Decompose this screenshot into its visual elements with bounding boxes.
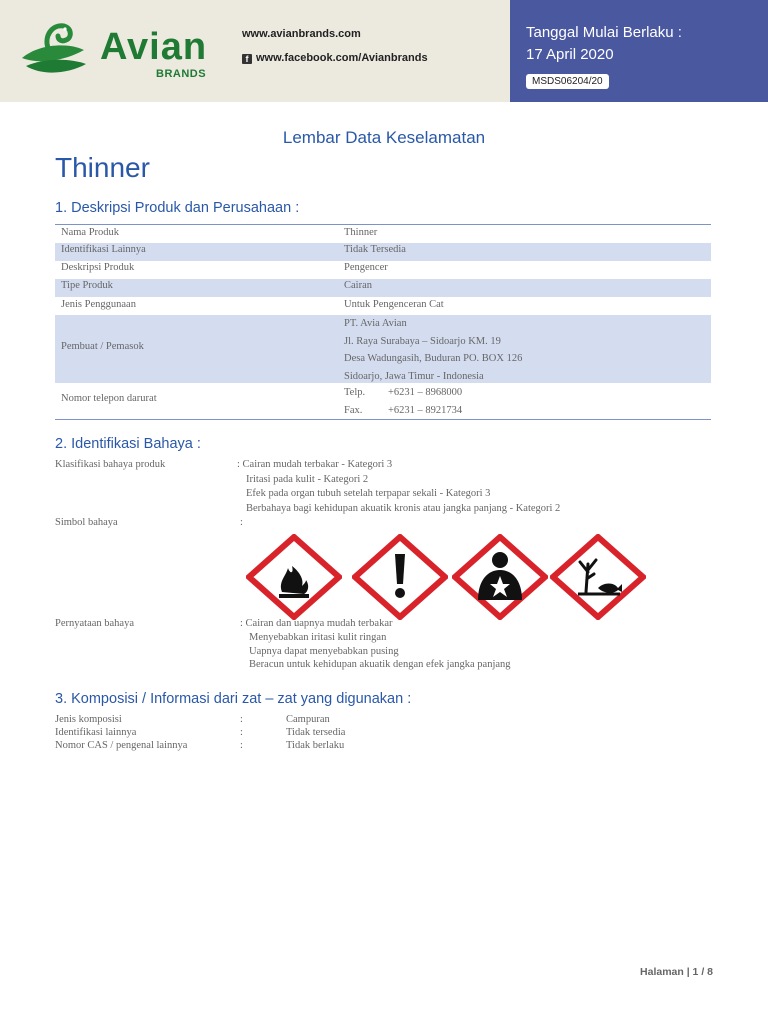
table-row-maker xyxy=(55,315,711,383)
facebook-link[interactable] xyxy=(242,52,428,64)
composition-value: Tidak tersedia xyxy=(286,727,346,738)
section-3-heading: 3. Komposisi / Informasi dari zat – zat yang digunakan : xyxy=(55,691,412,707)
brand-subtitle: BRANDS xyxy=(156,68,207,80)
brand-name: Avian xyxy=(100,26,208,68)
row-key: Tipe Produk xyxy=(61,280,113,291)
health-hazard-icon xyxy=(452,534,548,620)
row-value: Cairan xyxy=(344,280,372,291)
classification-label: Klasifikasi bahaya produk xyxy=(55,459,166,470)
flame-icon xyxy=(246,534,342,620)
effective-date-value: 17 April 2020 xyxy=(526,46,614,63)
avian-logo xyxy=(18,14,228,84)
row-key: Deskripsi Produk xyxy=(61,262,135,273)
tel-label: Telp. xyxy=(344,387,366,398)
statement-line: : Cairan dan uapnya mudah terbakar xyxy=(240,618,393,629)
symbol-label: Simbol bahaya xyxy=(55,517,118,528)
fax-label: Fax. xyxy=(344,405,363,416)
page-number: Halaman | 1 / 8 xyxy=(640,966,713,978)
table-row xyxy=(55,243,711,261)
maker-address xyxy=(344,315,522,385)
environment-icon xyxy=(550,534,646,620)
facebook-url: www.facebook.com/Avianbrands xyxy=(256,52,428,64)
section-1-heading: 1. Deskripsi Produk dan Perusahaan : xyxy=(55,200,300,216)
effective-date-label: Tanggal Mulai Berlaku : xyxy=(526,24,682,41)
section-2-heading: 2. Identifikasi Bahaya : xyxy=(55,436,201,452)
composition-key: Nomor CAS / pengenal lainnya xyxy=(55,740,188,751)
composition-value: Tidak berlaku xyxy=(286,740,345,751)
composition-key: Jenis komposisi xyxy=(55,714,122,725)
statement-line: Menyebabkan iritasi kulit ringan xyxy=(249,631,387,643)
row-key: Pembuat / Pemasok xyxy=(61,341,144,352)
table-row xyxy=(55,225,711,243)
product-name: Thinner xyxy=(55,152,150,183)
effective-date-box xyxy=(510,0,768,102)
tel-number: +6231 – 8968000 xyxy=(388,387,463,398)
statement-line: Uapnya dapat menyebabkan pusing xyxy=(249,645,399,657)
fax-number: +6231 – 8921734 xyxy=(388,405,463,416)
composition-colon: : xyxy=(240,740,243,751)
statement-line: Beracun untuk kehidupan akuatik dengan efek jangka panjang xyxy=(249,659,511,671)
classification-line: Iritasi pada kulit - Kategori 2 xyxy=(246,473,369,485)
classification-line: : Cairan mudah terbakar - Kategori 3 xyxy=(237,459,393,470)
composition-key: Identifikasi lainnya xyxy=(55,727,137,738)
document-title: Lembar Data Keselamatan xyxy=(282,128,486,147)
table-row xyxy=(55,297,711,315)
row-value: Thinner xyxy=(344,227,378,238)
statement-list xyxy=(240,617,511,672)
product-info-table xyxy=(55,224,711,420)
row-value: Tidak Tersedia xyxy=(344,244,406,255)
classification-line: Efek pada organ tubuh setelah terpapar sekali - Kategori 3 xyxy=(246,488,491,499)
row-key: Identifikasi Lainnya xyxy=(61,244,146,255)
row-key: Nomor telepon darurat xyxy=(61,393,157,404)
exclamation-icon xyxy=(352,534,448,620)
row-value: Pengencer xyxy=(344,262,388,273)
row-value: Untuk Pengenceran Cat xyxy=(344,299,444,310)
row-key: Jenis Penggunaan xyxy=(61,299,136,310)
page-header xyxy=(0,0,768,102)
table-row xyxy=(55,261,711,279)
row-key: Nama Produk xyxy=(61,227,120,238)
composition-colon: : xyxy=(240,714,243,725)
phone-values xyxy=(344,384,462,420)
msds-code-badge: MSDS06204/20 xyxy=(526,74,609,89)
address-line: Jl. Raya Surabaya – Sidoarjo KM. 19 xyxy=(344,335,501,347)
symbol-colon: : xyxy=(240,517,243,528)
facebook-icon: f xyxy=(242,54,252,64)
classification-line: Berbahaya bagi kehidupan akuatik kronis atau jangka panjang - Kategori 2 xyxy=(246,502,561,514)
classification-list xyxy=(237,458,560,516)
table-row xyxy=(55,279,711,297)
website-link[interactable]: www.avianbrands.com xyxy=(242,28,361,40)
composition-value: Campuran xyxy=(286,714,330,725)
table-row-phone xyxy=(55,383,711,419)
statement-label: Pernyataan bahaya xyxy=(55,618,135,629)
address-line: PT. Avia Avian xyxy=(344,318,407,329)
address-line: Desa Wadungasih, Buduran PO. BOX 126 xyxy=(344,353,523,364)
address-line: Sidoarjo, Jawa Timur - Indonesia xyxy=(344,370,484,382)
composition-colon: : xyxy=(240,727,243,738)
